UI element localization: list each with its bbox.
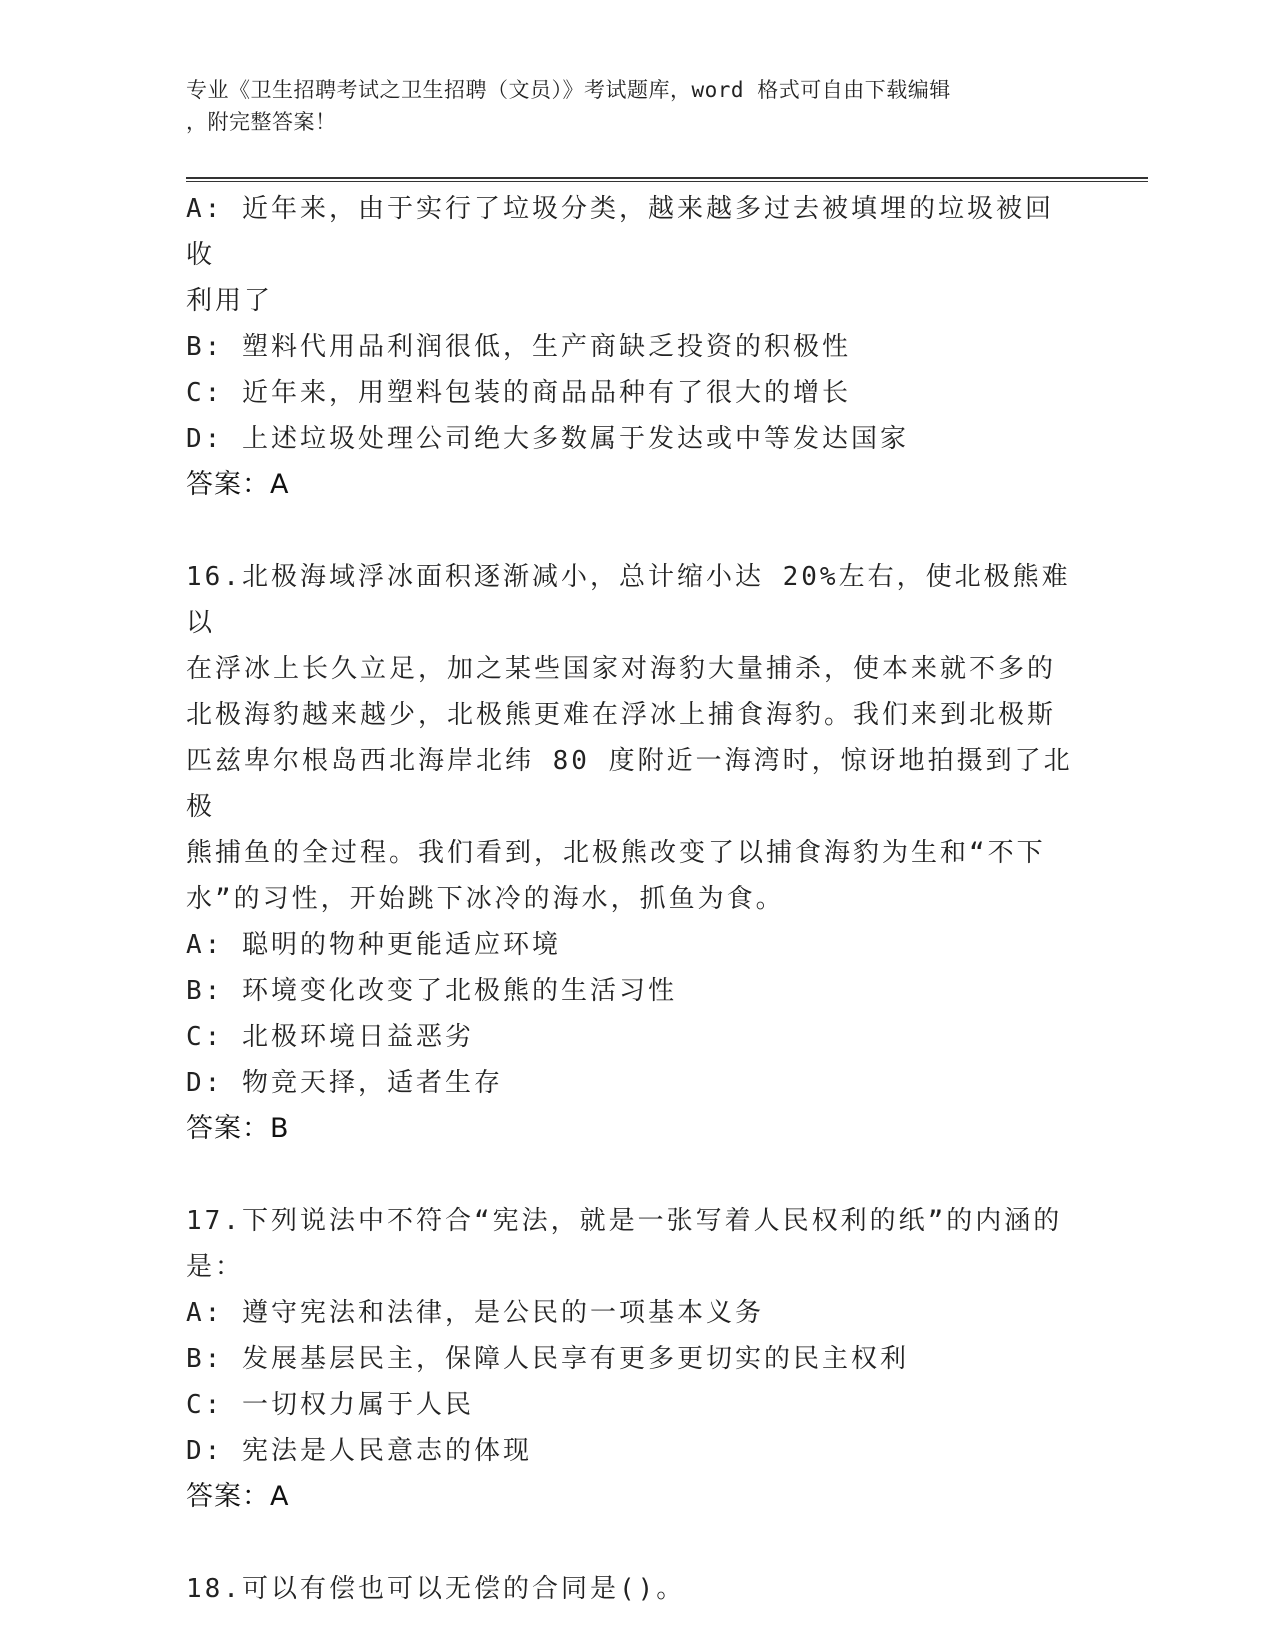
q16-text-line-2: 在浮冰上长久立足，加之某些国家对海豹大量捕杀，使本来就不多的 bbox=[186, 654, 1057, 684]
q15-option-c: C: 近年来，用塑料包装的商品品种有了很大的增长 bbox=[186, 378, 851, 408]
q17-option-a: A: 遵守宪法和法律，是公民的一项基本义务 bbox=[186, 1298, 764, 1328]
q17-text-line-2: 是： bbox=[186, 1252, 245, 1282]
q15-answer: 答案：A bbox=[186, 469, 290, 500]
q16-text-line-4: 匹兹卑尔根岛西北海岸北纬 80 度附近一海湾时，惊讶地拍摄到了北极 bbox=[186, 746, 1073, 822]
q17-answer: 答案：A bbox=[186, 1481, 290, 1512]
q17-option-c: C: 一切权力属于人民 bbox=[186, 1390, 474, 1420]
question-16-block bbox=[186, 554, 1076, 1152]
question-15-block bbox=[186, 186, 1076, 508]
q17-text-line-1: 17.下列说法中不符合“宪法，就是一张写着人民权利的纸”的内涵的 bbox=[186, 1206, 1063, 1236]
q15-option-b: B: 塑料代用品利润很低，生产商缺乏投资的积极性 bbox=[186, 332, 851, 362]
q16-text-line-6: 水”的习性，开始跳下冰冷的海水，抓鱼为食。 bbox=[186, 884, 785, 914]
q17-option-b: B: 发展基层民主，保障人民享有更多更切实的民主权利 bbox=[186, 1344, 909, 1374]
q17-option-d: D: 宪法是人民意志的体现 bbox=[186, 1436, 532, 1466]
document-header bbox=[186, 74, 1066, 138]
q16-option-a: A: 聪明的物种更能适应环境 bbox=[186, 930, 561, 960]
q16-option-c: C: 北极环境日益恶劣 bbox=[186, 1022, 474, 1052]
q16-answer: 答案：B bbox=[186, 1113, 290, 1144]
q18-text: 18.可以有偿也可以无偿的合同是()。 bbox=[186, 1574, 686, 1604]
q16-text-line-1: 16.北极海域浮冰面积逐渐减小，总计缩小达 20%左右，使北极熊难以 bbox=[186, 562, 1071, 638]
spacer bbox=[186, 1520, 1076, 1566]
question-content bbox=[186, 186, 1076, 1612]
q15-option-d: D: 上述垃圾处理公司绝大多数属于发达或中等发达国家 bbox=[186, 424, 909, 454]
spacer bbox=[186, 508, 1076, 554]
q15-option-a-line-1: A: 近年来，由于实行了垃圾分类，越来越多过去被填埋的垃圾被回收 bbox=[186, 194, 1054, 270]
q16-option-b: B: 环境变化改变了北极熊的生活习性 bbox=[186, 976, 677, 1006]
header-divider-thick bbox=[186, 177, 1148, 179]
q16-text-line-5: 熊捕鱼的全过程。我们看到，北极熊改变了以捕食海豹为生和“不下 bbox=[186, 838, 1046, 868]
question-18-block bbox=[186, 1566, 1076, 1612]
spacer bbox=[186, 1152, 1076, 1198]
q16-text-line-3: 北极海豹越来越少，北极熊更难在浮冰上捕食海豹。我们来到北极斯 bbox=[186, 700, 1057, 730]
q16-option-d: D: 物竞天择，适者生存 bbox=[186, 1068, 503, 1098]
header-line-1: 专业《卫生招聘考试之卫生招聘（文员）》考试题库，word 格式可自由下载编辑 bbox=[186, 78, 951, 102]
q15-option-a-line-2: 利用了 bbox=[186, 286, 274, 316]
header-line-2: ，附完整答案！ bbox=[186, 110, 337, 134]
header-divider-thin bbox=[186, 181, 1148, 182]
question-17-block bbox=[186, 1198, 1076, 1520]
